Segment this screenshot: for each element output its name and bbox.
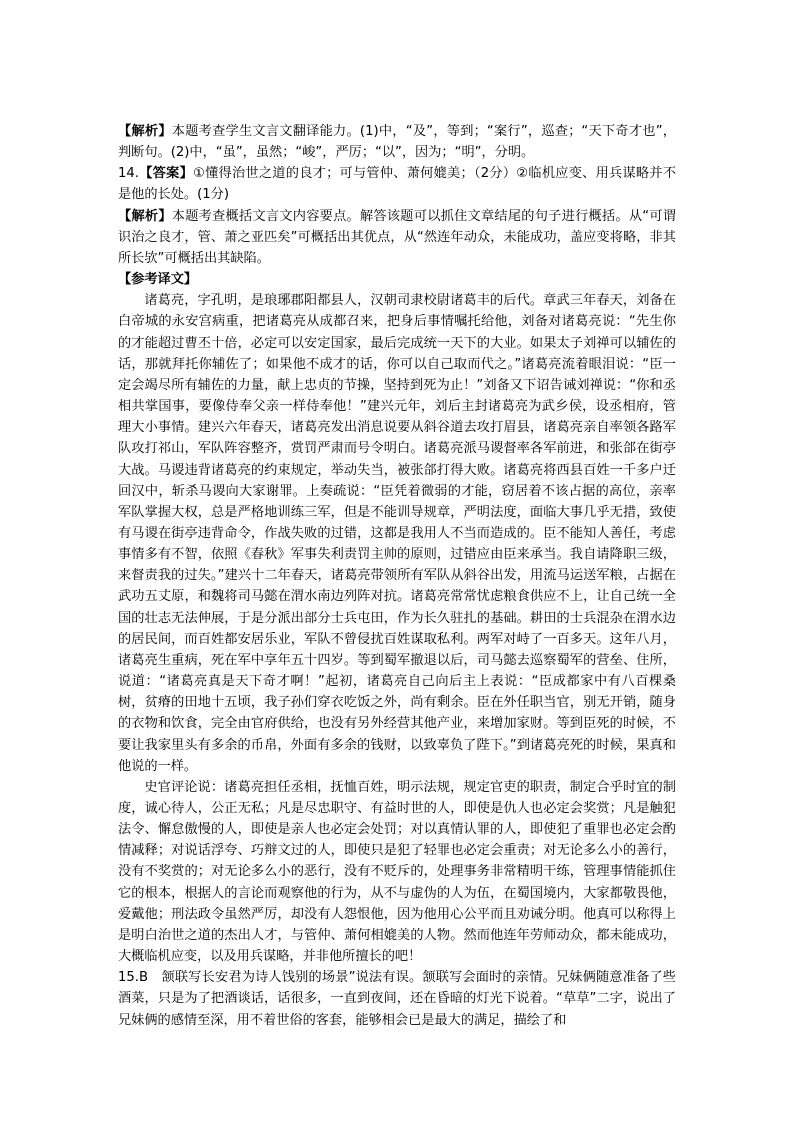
question-number: 14. <box>118 166 139 182</box>
answer-label: 【答案】 <box>138 166 194 182</box>
translation-heading <box>118 269 676 290</box>
analysis-label: 【解析】 <box>118 208 172 224</box>
analysis-label: 【解析】 <box>118 124 172 139</box>
answer-text: ①懂得治世之道的良才；可与管仲、萧何媲美；（2分）②临机应变、用兵谋略并不是他的长处。(1分) <box>118 166 677 203</box>
translation-label: 【参考译文】 <box>118 272 198 288</box>
answer-text: 颔联写长安君为诗人饯别的场景”说法有误。颔联写会面时的亲情。兄妹俩随意准备了些酒菜，只是为了把酒谈话，话很多，一直到夜间，还在昏暗的灯光下说着。“草草”二字，说出了兄妹俩的感情至深，用不着世俗的客套，能够相会已是最大的满足，描绘了和 <box>118 970 676 1028</box>
translation-paragraph-1: 诸葛亮，字孔明，是琅琊郡阳都县人，汉朝司隶校尉诸葛丰的后代。章武三年春天，刘备在白帝城的永安宫病重，把诸葛亮从成都召来，把身后事情嘱托给他，刘备对诸葛亮说：“先生你的才能超过曹丕十倍，必定可以安定国家，最后完成统一天下的大业。如果太子刘禅可以辅佐的话，那就拜托你辅佐了；如果他不成才的话，你可以自己取而代之。”诸葛亮流着眼泪说：“臣一定会竭尽所有辅佐的力量，献上忠贞的节操，坚持到死为止！”刘备又下诏告诫刘禅说：“你和丞相共掌国事，要像侍奉父亲一样侍奉他！”建兴元年，刘后主封诸葛亮为武乡侯，设丞相府，管理大小事情。建兴六年春天，诸葛亮发出消息说要从斜谷道去攻打眉县，诸葛亮亲自率领各路军队攻打祁山，军队阵容整齐，赏罚严肃而号令明白。诸葛亮派马谡督率各军前进，和张郃在街亭大战。马谡违背诸葛亮的约束规定，举动失当，被张郃打得大败。诸葛亮将西县百姓一千多户迁回汉中，斩杀马谡向大家谢罪。上奏疏说：“臣凭着微弱的才能，窃居着不该占据的高位，亲率军队掌握大权，总是严格地训练三军，但是不能训导规章，严明法度，面临大事几乎无措，致使有马谡在街亭违背命令，作战失败的过错，这都是我用人不当而造成的。臣不能知人善任，考虑事情多有不智，依照《春秋》军事失利责罚主帅的原则，过错应由臣来承当。我自请降职三级，来督责我的过失。”建兴十二年春天，诸葛亮带领所有军队从斜谷出发，用流马运送军粮，占据在武功五丈原，和魏将司马懿在渭水南边列阵对抗。诸葛亮常常忧虑粮食供应不上，让自己统一全国的壮志无法伸展，于是分派出部分士兵屯田，作为长久驻扎的基础。耕田的士兵混杂在渭水边的居民间，而百姓都安居乐业，军队不曾侵扰百姓谋取私利。两军对峙了一百多天。这年八月，诸葛亮生重病，死在军中享年五十四岁。等到蜀军撤退以后，司马懿去巡察蜀军的营垒、住所，说道：“诸葛亮真是天下奇才啊！”起初，诸葛亮自己向后主上表说：“臣成都家中有八百棵桑树，贫瘠的田地十五顷，我子孙们穿衣吃饭之外，尚有剩余。臣在外任职当官，别无开销，随身的衣物和饮食，完全由官府供给，也没有另外经营其他产业，来增加家财。等到臣死的时候，不要让我家里头有多余的币帛，外面有多余的钱财，以致辜负了陛下。”到诸葛亮死的时候，果真和他说的一样。 <box>118 293 676 774</box>
document-page <box>118 121 676 1031</box>
analysis-text: 本题考查学生文言文翻译能力。(1)中，“及”，等到；“案行”，巡查；“天下奇才也”，判断句。(2)中，“虽”，虽然；“峻”，严厉；“以”，因为；“明”，分明。 <box>118 124 676 161</box>
question-number: 15.B <box>118 970 149 986</box>
analysis-13-paragraph <box>118 121 676 163</box>
translation-paragraph-2: 史官评论说：诸葛亮担任丞相，抚恤百姓，明示法规，规定官吏的职责，制定合乎时宜的制度，诚心待人，公正无私；凡是尽忠职守、有益时世的人，即使是仇人也必定会奖赏；凡是触犯法令、懈怠傲慢的人，即使是亲人也必定会处罚；对以真情认罪的人，即使犯了重罪也必定会酌情减释；对说话浮夸、巧辩文过的人，即使只是犯了轻罪也必定会重责；对无论多么小的善行，没有不奖赏的；对无论多么小的恶行，没有不贬斥的，处理事务非常精明干练，管理事情能抓住它的根本，根据人的言论而观察他的行为，从不与虚伪的人为伍，在蜀国境内，大家都敬畏他，爱戴他；刑法政令虽然严厉，却没有人怨恨他，因为他用心公平而且劝诫分明。他真可以称得上是明白治世之道的杰出人才，与管仲、萧何相媲美的人物。然而他连年劳师动众，都未能成功，大概临机应变，以及用兵谋略，并非他所擅长的吧！ <box>118 779 676 965</box>
analysis-14-paragraph <box>118 206 676 269</box>
answer-14-paragraph <box>118 163 676 205</box>
analysis-text: 本题考查概括文言文内容要点。解答该题可以抓住文章结尾的句子进行概括。从“可谓识治之良才，管、萧之亚匹矣”可概括出其优点，从“然连年动众，未能成功，盖应变将略，非其所长欤”可概括出其缺陷。 <box>118 208 676 266</box>
answer-15-paragraph <box>118 967 676 1030</box>
